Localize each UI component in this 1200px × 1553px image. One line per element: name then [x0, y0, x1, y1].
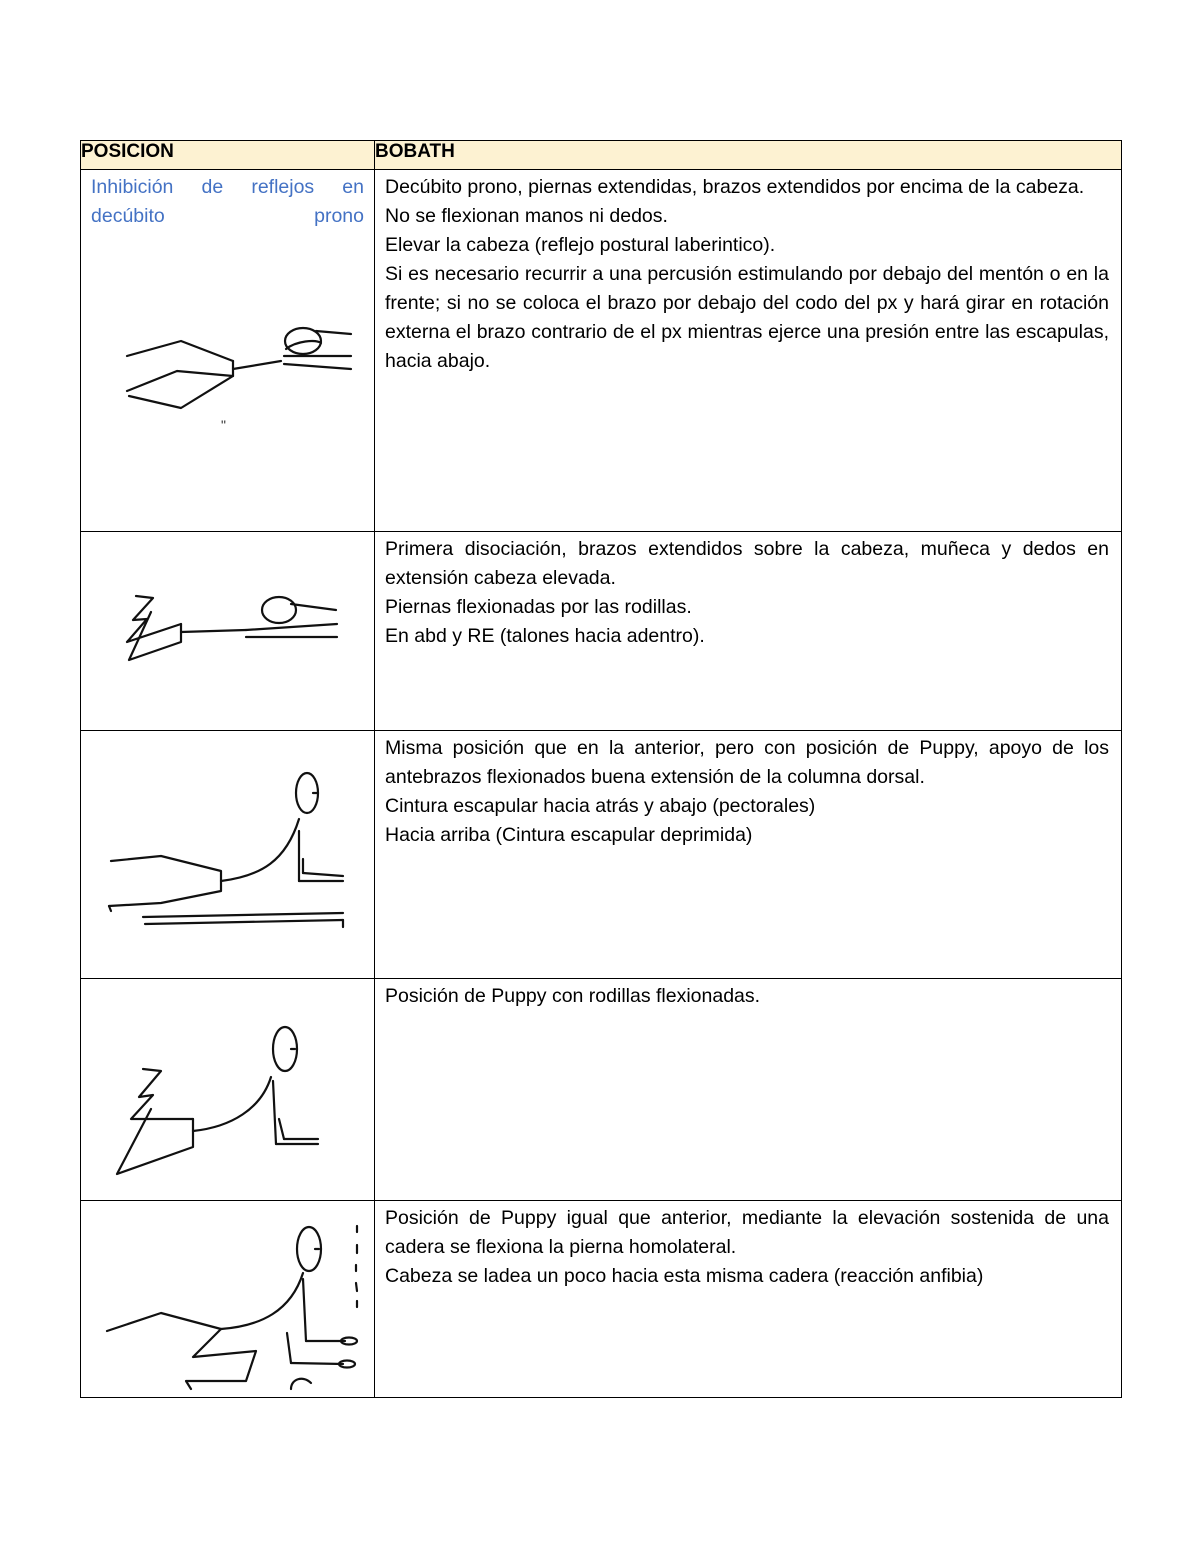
stick-figure-puppy-knees-icon [81, 979, 375, 1198]
bobath-cell [375, 731, 1122, 979]
table-row [81, 979, 1122, 1201]
header-bobath: BOBATH [375, 141, 1122, 170]
bobath-line: Misma posición que en la anterior, pero con posición de Puppy, apoyo de los antebrazos flexionados buena extensión de la columna dorsal. [385, 737, 1109, 788]
position-cell [81, 979, 375, 1201]
bobath-line: Posición de Puppy con rodillas flexionadas. [385, 985, 761, 1007]
stick-figure-amphibian-icon [81, 1201, 375, 1395]
bobath-line: Hacia arriba (Cintura escapular deprimida) [385, 824, 753, 846]
header-posicion: POSICION [81, 141, 375, 170]
table-row [81, 731, 1122, 979]
stick-figure-prone-extended-icon [81, 231, 375, 531]
stick-figure-puppy-icon [81, 731, 375, 976]
figure-first-dissociation [81, 532, 374, 728]
bobath-line: Si es necesario recurrir a una percusión estimulando por debajo del mentón o en la frente; si no se coloca el brazo por debajo del codo del px y hará girar en rotación externa el brazo contrario de el px mientras ejerce una presión entre las escapulas, hacia abajo. [385, 263, 1109, 372]
position-cell [81, 170, 375, 532]
figure-amphibian-reaction [81, 1201, 374, 1395]
position-label: Inhibición de reflejos en decúbito prono [91, 176, 364, 227]
table-header-row [81, 141, 1122, 170]
figure-quote-mark: " [221, 417, 226, 433]
bobath-line: Piernas flexionadas por las rodillas. [385, 596, 692, 618]
bobath-line: Cintura escapular hacia atrás y abajo (pectorales) [385, 795, 816, 817]
position-cell [81, 731, 375, 979]
stick-figure-knees-flexed-icon [81, 532, 375, 728]
position-cell [81, 1201, 375, 1398]
bobath-line: Primera disociación, brazos extendidos sobre la cabeza, muñeca y dedos en extensión cabeza elevada. [385, 538, 1109, 589]
bobath-line: No se flexionan manos ni dedos. [385, 205, 668, 227]
figure-puppy-knees-flexed [81, 979, 374, 1198]
bobath-cell [375, 170, 1122, 532]
table-row [81, 532, 1122, 731]
bobath-line: Elevar la cabeza (reflejo postural laberintico). [385, 234, 776, 256]
bobath-cell [375, 1201, 1122, 1398]
figure-prone-extended [81, 231, 374, 531]
bobath-table [80, 140, 1122, 1398]
bobath-cell [375, 979, 1122, 1201]
bobath-line: En abd y RE (talones hacia adentro). [385, 625, 705, 647]
table-row [81, 1201, 1122, 1398]
bobath-line: Posición de Puppy igual que anterior, mediante la elevación sostenida de una cadera se flexiona la pierna homolateral. [385, 1207, 1109, 1258]
table-row [81, 170, 1122, 532]
bobath-line: Decúbito prono, piernas extendidas, brazos extendidos por encima de la cabeza. [385, 176, 1085, 198]
bobath-line: Cabeza se ladea un poco hacia esta misma cadera (reacción anfibia) [385, 1265, 984, 1287]
bobath-cell [375, 532, 1122, 731]
figure-puppy-position [81, 731, 374, 976]
position-cell [81, 532, 375, 731]
